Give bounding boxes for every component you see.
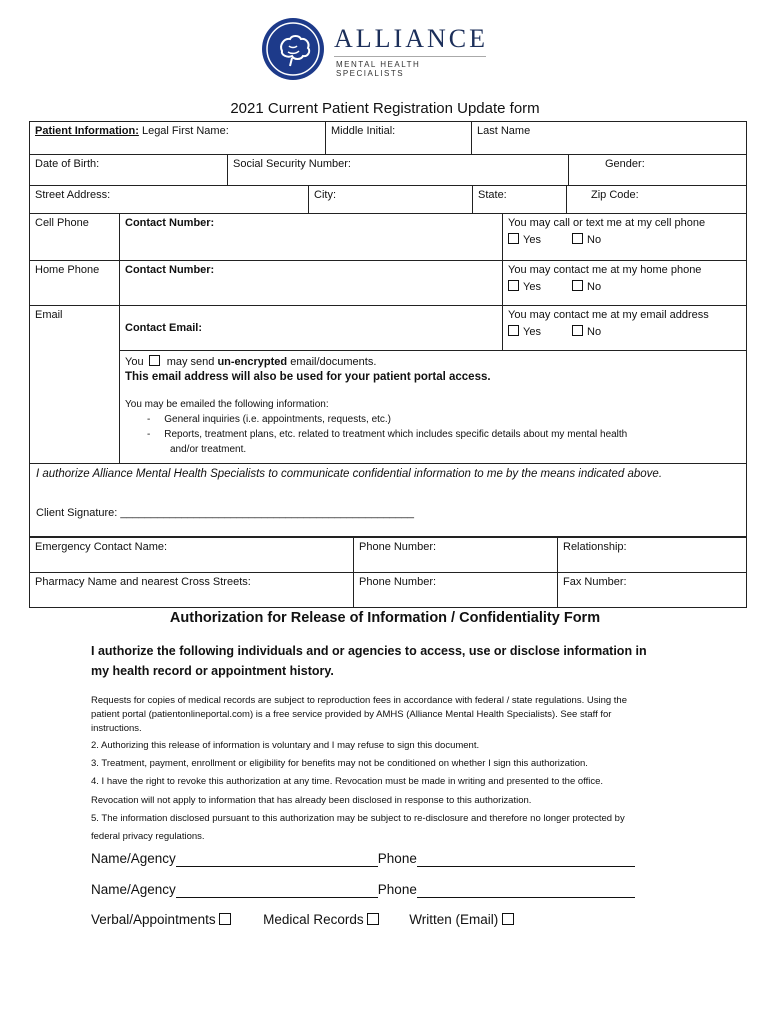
emergency-phone-label[interactable]: Phone Number: <box>354 538 558 573</box>
form-title: 2021 Current Patient Registration Update form <box>230 100 540 117</box>
pharmacy-label[interactable]: Pharmacy Name and nearest Cross Streets: <box>30 573 354 608</box>
release-paragraph-4: 4. I have the right to revoke this authorization at any time. Revocation must be made in writing and presented to the office. <box>91 776 604 787</box>
checkbox-icon[interactable] <box>502 913 514 925</box>
release-paragraph-1 <box>91 694 627 736</box>
written-label: Written (Email) <box>409 912 499 927</box>
bullet-text: Reports, treatment plans, etc. related to treatment which includes specific details about my mental health <box>164 429 628 440</box>
email-docs-text: email/documents. <box>290 356 377 368</box>
verbal-label: Verbal/Appointments <box>91 912 216 927</box>
no-label: No <box>587 234 602 246</box>
bullet-item: - General inquiries (i.e. appointments, requests, etc.) <box>147 414 392 425</box>
middle-initial-label[interactable]: Middle Initial: <box>326 122 472 155</box>
name-agency-row-1 <box>91 851 635 867</box>
yes-label: Yes <box>523 281 541 293</box>
phone-field[interactable] <box>417 882 635 898</box>
zip-label[interactable]: Zip Code: <box>567 186 747 214</box>
contact-table <box>29 213 747 464</box>
name-agency-row-2 <box>91 882 635 898</box>
fax-label[interactable]: Fax Number: <box>558 573 747 608</box>
city-label[interactable]: City: <box>309 186 473 214</box>
cell-no-option[interactable] <box>572 234 601 246</box>
paragraph-line: patient portal (patientonlineportal.com) is a free service provided by AMHS (Alliance Mental Health Specialists). See staff for <box>91 709 612 720</box>
release-paragraph-5: 5. The information disclosed pursuant to this authorization may be subject to re-disclosure and therefore no longer protected by <box>91 813 625 824</box>
street-label[interactable]: Street Address: <box>30 186 309 214</box>
checkbox-icon[interactable] <box>572 233 583 244</box>
dob-table <box>29 154 747 186</box>
home-no-option[interactable] <box>572 281 601 293</box>
bullet-continuation: and/or treatment. <box>170 444 247 455</box>
checkbox-icon[interactable] <box>367 913 379 925</box>
home-number-field[interactable]: Contact Number: <box>120 261 503 306</box>
email-consent-text: You may contact me at my email address <box>508 309 709 321</box>
unencrypted-text: un-encrypted <box>217 356 288 368</box>
written-email-option[interactable] <box>409 912 518 927</box>
email-yes-option[interactable] <box>508 326 541 338</box>
authorize-statement: I authorize Alliance Mental Health Specialists to communicate confidential information to me by the means indicated above. <box>36 468 663 480</box>
verbal-appointments-option[interactable] <box>91 912 235 927</box>
pharmacy-phone-label[interactable]: Phone Number: <box>354 573 558 608</box>
brain-logo-icon <box>262 18 324 80</box>
release-title: Authorization for Release of Information / Confidentiality Form <box>169 610 601 626</box>
brand-name: ALLIANCE <box>334 24 488 53</box>
portal-note: This email address will also be used for your patient portal access. <box>125 371 491 383</box>
release-paragraph-5b: federal privacy regulations. <box>91 831 205 842</box>
relationship-label[interactable]: Relationship: <box>558 538 747 573</box>
brand-subtitle: MENTAL HEALTH SPECIALISTS <box>336 60 421 78</box>
name-agency-label: Name/Agency <box>91 851 176 866</box>
emergency-table <box>29 537 747 608</box>
phone-field[interactable] <box>417 851 635 867</box>
cell-phone-label: Cell Phone <box>30 214 120 261</box>
address-table <box>29 185 747 214</box>
home-yes-option[interactable] <box>508 281 541 293</box>
email-field[interactable]: Contact Email: <box>120 306 503 351</box>
may-be-emailed-text: You may be emailed the following information: <box>125 399 329 410</box>
first-name-label[interactable]: Legal First Name: <box>141 125 229 137</box>
cell-consent-text: You may call or text me at my cell phone <box>508 217 706 229</box>
patient-info-table <box>29 121 747 155</box>
paragraph-line: instructions. <box>91 723 142 734</box>
phone-label: Phone <box>377 882 417 897</box>
logo <box>262 18 492 84</box>
cell-number-field[interactable]: Contact Number: <box>120 214 503 261</box>
medical-label: Medical Records <box>263 912 364 927</box>
checkbox-icon[interactable] <box>508 280 519 291</box>
email-no-option[interactable] <box>572 326 601 338</box>
email-label: Email <box>30 306 120 464</box>
yes-label: Yes <box>523 326 541 338</box>
authorize-block <box>29 464 747 537</box>
name-agency-label: Name/Agency <box>91 882 176 897</box>
home-consent-text: You may contact me at my home phone <box>508 264 702 276</box>
release-paragraph-3: 3. Treatment, payment, enrollment or eligibility for benefits may not be conditioned on whether I sign this authorization. <box>91 758 588 769</box>
emergency-name-label[interactable]: Emergency Contact Name: <box>30 538 354 573</box>
checkbox-icon[interactable] <box>508 233 519 244</box>
no-label: No <box>587 326 602 338</box>
no-label: No <box>587 281 602 293</box>
medical-records-option[interactable] <box>263 912 383 927</box>
checkbox-icon[interactable] <box>572 280 583 291</box>
yes-label: Yes <box>523 234 541 246</box>
release-paragraph-2: 2. Authorizing this release of information is voluntary and I may refuse to sign this document. <box>91 740 480 751</box>
bullet-item: - Reports, treatment plans, etc. related to treatment which includes specific details about my mental health <box>147 429 628 440</box>
release-intro-line2: my health record or appointment history. <box>91 664 334 678</box>
home-phone-label: Home Phone <box>30 261 120 306</box>
brand-divider <box>334 56 486 57</box>
bullet-text: General inquiries (i.e. appointments, requests, etc.) <box>164 414 392 425</box>
release-intro-line1: I authorize the following individuals and or agencies to access, use or disclose information in <box>91 644 647 658</box>
phone-label: Phone <box>377 851 417 866</box>
name-agency-field[interactable] <box>176 851 378 867</box>
cell-yes-option[interactable] <box>508 234 541 246</box>
release-paragraph-4b: Revocation will not apply to information that has already been disclosed in response to this authorization. <box>91 795 532 806</box>
checkbox-icon[interactable] <box>219 913 231 925</box>
you-text: You <box>125 356 144 368</box>
gender-label[interactable]: Gender: <box>569 155 747 186</box>
patient-info-label: Patient Information: <box>35 125 139 137</box>
may-send-text: may send <box>166 356 215 368</box>
release-type-options <box>91 912 518 927</box>
client-signature-field[interactable]: Client Signature: ________________________________________________ <box>36 507 415 519</box>
encrypted-consent-checkbox[interactable] <box>149 355 160 366</box>
state-label[interactable]: State: <box>473 186 567 214</box>
checkbox-icon[interactable] <box>508 325 519 336</box>
paragraph-line: Requests for copies of medical records are subject to reproduction fees in accordance with federal / state regulations. Using the <box>91 695 627 706</box>
last-name-label[interactable]: Last Name <box>472 122 747 155</box>
checkbox-icon[interactable] <box>572 325 583 336</box>
dob-label[interactable]: Date of Birth: <box>30 155 228 186</box>
name-agency-field[interactable] <box>176 882 378 898</box>
ssn-label[interactable]: Social Security Number: <box>228 155 569 186</box>
